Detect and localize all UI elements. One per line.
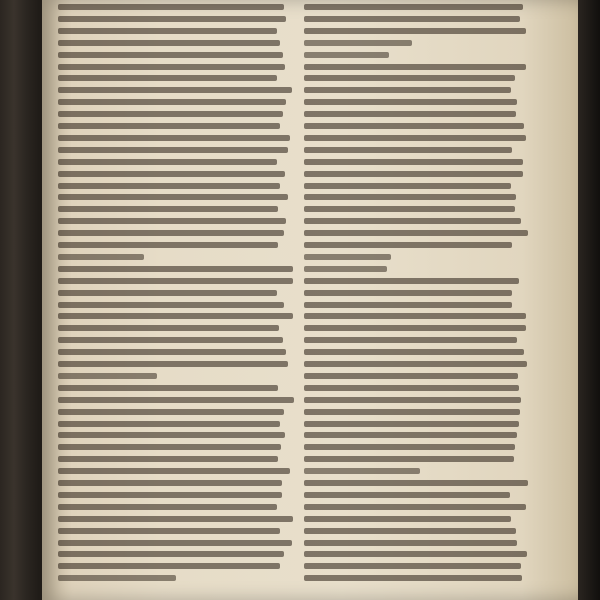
text-line [304, 75, 515, 81]
text-line [58, 230, 284, 236]
text-line [58, 40, 280, 46]
text-line [304, 159, 523, 165]
text-line [58, 313, 293, 319]
text-line [58, 28, 277, 34]
left-column [58, 0, 294, 600]
text-line [304, 194, 516, 200]
text-line [58, 349, 286, 355]
text-line [304, 242, 512, 248]
text-line [304, 266, 387, 272]
text-line [304, 432, 517, 438]
text-line [58, 87, 292, 93]
text-line [304, 492, 510, 498]
text-line [58, 373, 157, 379]
text-line [58, 75, 277, 81]
text-line [58, 409, 284, 415]
text-line [304, 171, 523, 177]
text-line [58, 480, 282, 486]
text-line [58, 123, 280, 129]
text-line [304, 254, 391, 260]
text-line [304, 183, 511, 189]
text-line [58, 64, 285, 70]
text-line [304, 302, 512, 308]
text-line [304, 361, 527, 367]
text-line [304, 349, 524, 355]
text-line [58, 4, 284, 10]
text-line [58, 218, 286, 224]
text-line [304, 123, 524, 129]
text-line [58, 99, 286, 105]
text-line [58, 385, 278, 391]
right-column [304, 0, 528, 600]
text-line [304, 444, 515, 450]
text-line [304, 230, 528, 236]
text-line [58, 302, 284, 308]
text-line [58, 325, 279, 331]
text-line [304, 385, 519, 391]
text-line [304, 528, 516, 534]
text-line [58, 254, 144, 260]
text-line [58, 397, 294, 403]
text-line [304, 575, 522, 581]
text-line [58, 492, 282, 498]
text-line [304, 563, 521, 569]
text-line [304, 516, 511, 522]
text-line [58, 194, 288, 200]
text-line [304, 504, 526, 510]
text-line [58, 266, 293, 272]
text-line [304, 87, 511, 93]
text-line [304, 409, 520, 415]
text-line [304, 290, 512, 296]
text-line [304, 468, 420, 474]
text-line [58, 504, 277, 510]
text-line [304, 397, 521, 403]
text-line [304, 52, 389, 58]
text-line [58, 421, 280, 427]
page-edge-shadow [578, 0, 600, 600]
text-line [58, 432, 285, 438]
text-line [58, 52, 283, 58]
text-line [304, 64, 526, 70]
text-line [304, 40, 412, 46]
book-page [42, 0, 580, 600]
text-line [58, 242, 278, 248]
text-line [58, 361, 288, 367]
text-line [58, 183, 280, 189]
text-line [58, 516, 293, 522]
text-line [304, 135, 526, 141]
text-line [58, 444, 281, 450]
text-line [304, 421, 519, 427]
text-line [304, 337, 517, 343]
text-line [304, 111, 516, 117]
text-line [58, 468, 290, 474]
text-line [58, 456, 278, 462]
text-line [304, 99, 517, 105]
text-line [58, 563, 280, 569]
text-line [58, 159, 277, 165]
text-line [304, 540, 517, 546]
text-line [58, 171, 285, 177]
text-line [58, 540, 292, 546]
text-line [304, 373, 518, 379]
text-line [304, 325, 526, 331]
text-line [304, 206, 515, 212]
text-line [58, 528, 280, 534]
text-line [58, 111, 283, 117]
text-line [58, 147, 288, 153]
text-line [58, 575, 176, 581]
text-line [58, 16, 286, 22]
text-line [58, 290, 277, 296]
text-line [304, 313, 526, 319]
text-line [58, 337, 283, 343]
text-line [304, 4, 523, 10]
text-line [58, 135, 290, 141]
text-line [304, 456, 514, 462]
text-line [304, 28, 526, 34]
text-line [304, 278, 519, 284]
text-line [58, 206, 278, 212]
text-line [304, 218, 521, 224]
text-line [58, 278, 293, 284]
text-line [304, 551, 527, 557]
text-line [304, 16, 520, 22]
text-line [304, 480, 528, 486]
text-line [58, 551, 284, 557]
text-line [304, 147, 512, 153]
